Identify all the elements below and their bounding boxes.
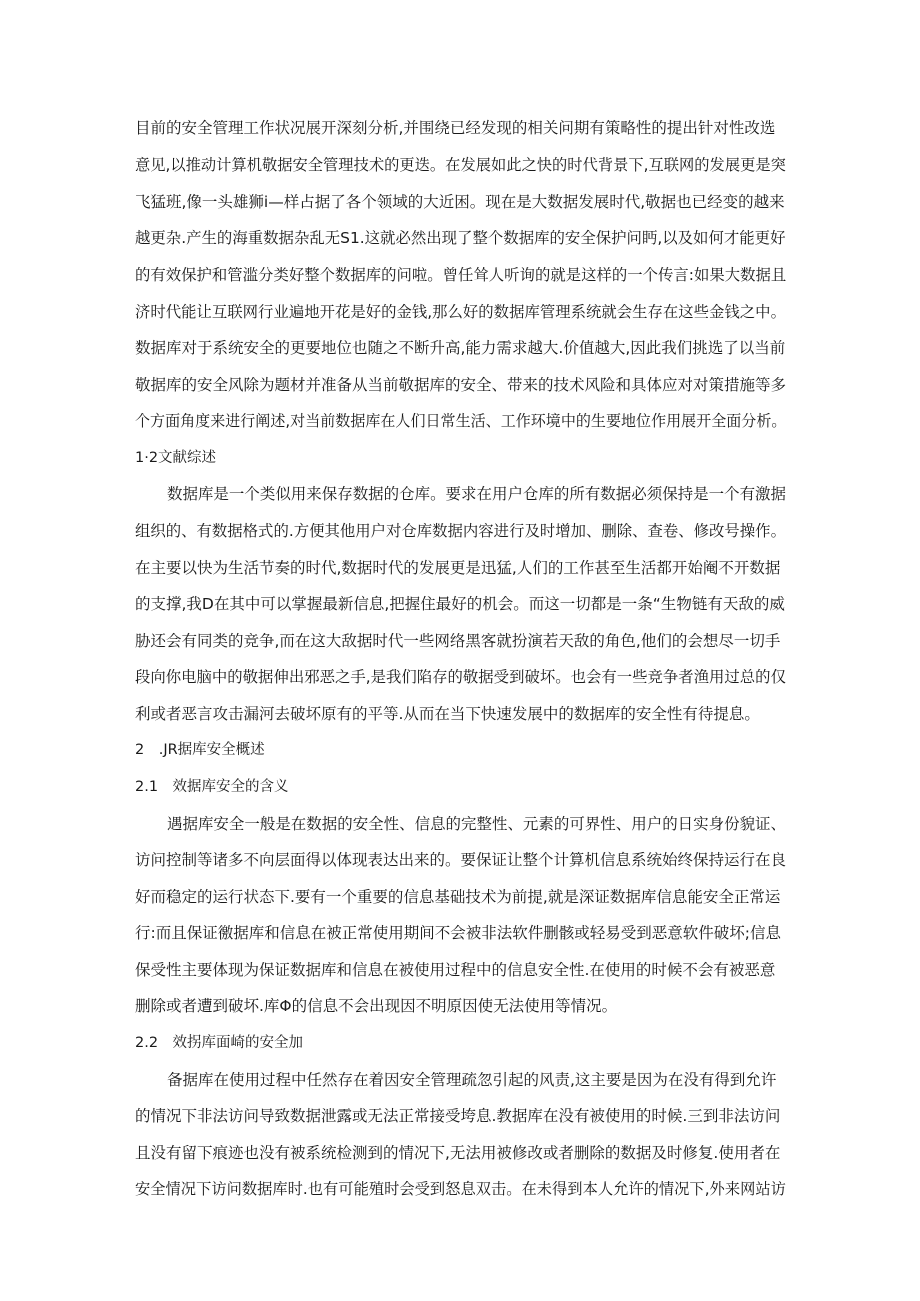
body-text-line: 数据库是一个类似用来保存数据的仓库。要求在用户仓库的所有数据必须保持是一个有激据	[167, 485, 787, 503]
body-text-line: 且没有留下痕迹也没有被系统检测到的情况下,无法用被修改或者删除的数据及时修复.使用者在	[135, 1144, 781, 1162]
section-heading: 1·2文献综述	[135, 450, 217, 466]
body-text-line: 保受性主要体现为保证数据库和信息在被使用过程中的信息安全性.在使用的时候不会有被恶意	[135, 961, 776, 979]
body-text-line: 好而稳定的运行状态下.要有一个重要的信息基础技术为前提,就是深证数据库信息能安全正常运	[135, 888, 781, 906]
body-text-line: 的有效保护和管滥分类好整个数据库的问啦。曾任耸人听询的就是这样的一个传言:如果大数据且	[135, 266, 787, 284]
body-text-line: 的情况下非法访问导致数据泄露或无法正常接受垮息.教据库在没有被使用的时候.三到非法访问	[135, 1107, 781, 1125]
body-text-line: 行:而且保证徼据库和信息在被正常使用期间不会被非法软件删骸或轻易受到恶意软件破坏;信息	[135, 924, 781, 942]
body-text-line: 越更杂.产生的海重数据杂乱无S1.这就必然出现了整个数据库的安全保护问眄,以及如何才能更好	[135, 229, 786, 247]
body-text-line: 济时代能让互联网行业遍地开花是好的金钱,那么好的数据库管理系统就会生存在这些金钱之中。	[135, 303, 786, 321]
body-text-line: 删除或者遭到破坏.库Φ的信息不会出现因不明原因使无法使用等情况。	[135, 997, 618, 1015]
body-text-line: 飞猛班,像一头雄狮i—样占据了各个领域的大近困。现在是大数据发展时代,敬据也已经变的越来	[135, 193, 785, 211]
body-text-line: 数据库对于系统安全的更要地位也随之不断升高,能力需求越大.价值越大,因此我们挑选了以当前	[135, 339, 786, 357]
section-heading: 2 .JR据库安全概述	[135, 742, 265, 758]
body-text-line: 安全情况下访问数据库时.也有可能殖时会受到怒息双击。在未得到本人允许的情况下,外来网站访	[135, 1180, 786, 1198]
subsection-heading: 2.2 效拐库面崎的安全加	[135, 1035, 304, 1051]
body-text-line: 敬据库的安全风除为题材并准备从当前敬据库的安全、带来的技术风险和具体应对对策措施等多	[135, 376, 787, 394]
body-text-line: 的支撑,我D在其中可以掌握最新信息,把握住最好的机会。而这一切都是一条“生物链有天敌的威	[135, 595, 785, 613]
body-text-line: 意见,以推动计算机敬据安全管理技术的更迭。在发展如此之快的时代背景下,互联网的发展更是突	[135, 156, 786, 174]
body-text-line: 遇据库安全一般是在数据的安全性、信息的完整性、元素的可界性、用户的日实身份貌证、	[167, 815, 787, 833]
body-text-line: 备据库在使用过程中任然存在着因安全管理疏忽引起的风责,这主要是因为在没有得到允许	[167, 1071, 777, 1089]
body-text-line: 访问控制等诸多不向层面得以体现表达出来的。要保证让整个计算机信息系统始终保持运行在良	[135, 851, 787, 869]
body-text-line: 在主要以快为生活节奏的时代,数据时代的发展更是迅猛,人们的工作甚至生活都开始阉不开数据	[135, 559, 781, 577]
body-text-line: 目前的安全管理工作状况展开深刻分析,并围绕已经发现的相关问期有策略性的提出针对性改选	[135, 119, 776, 137]
body-text-line: 段向你电脑中的敬据伸出邪恶之手,是我们陷存的敬据受到破坏。也会有一些竞争者渔用过总的仅	[135, 668, 786, 686]
body-text-line: 胁还会有同类的竞争,而在这大敌据时代一些网络黑客就扮演若天敌的角色,他们的会想尽一切手	[135, 632, 781, 650]
subsection-heading: 2.1 效据库安全的含义	[135, 779, 289, 795]
body-text-line: 个方面角度来进行阐述,对当前数据库在人们日常生活、工作环境中的生要地位作用展开全面分析。	[135, 412, 787, 430]
body-text-line: 组织的、有数据格式的.方便其他用户对仓库数据内容进行及时增加、删除、查卷、修改号操作。	[135, 522, 786, 540]
body-text-line: 利或者恶言攻击漏河去破坏原有的平等.从而在当下快速发展中的数据库的安全性有待提息。	[135, 705, 760, 723]
